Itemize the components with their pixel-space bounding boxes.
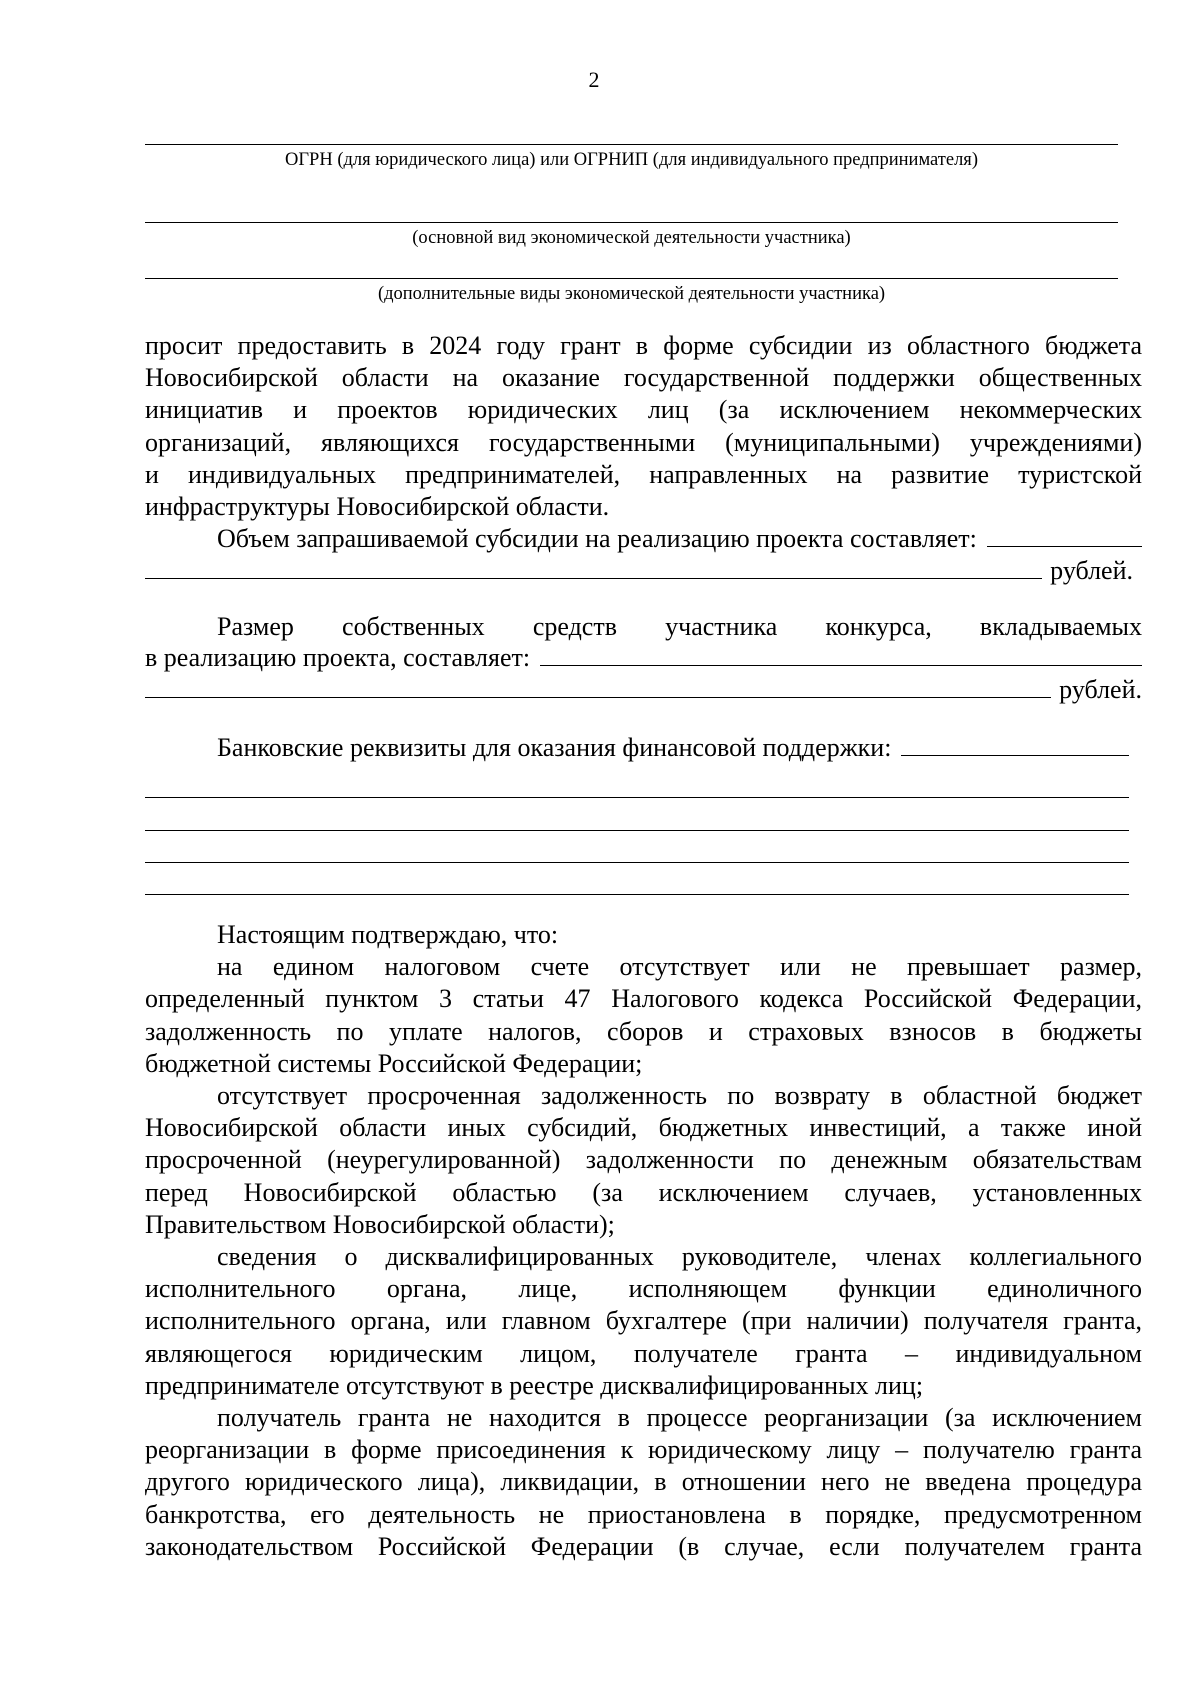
bank-details-line[interactable] [145, 830, 1129, 831]
page-number: 2 [588, 67, 600, 92]
confirmation-line: исполнительного органа, лице, исполняющем функции единоличного [145, 1274, 1142, 1304]
own-funds-paragraph [145, 611, 1142, 643]
confirmation-line: предпринимателе отсутствуют в реестре дисквалифицированных лиц; [145, 1370, 924, 1400]
ogrn-caption: ОГРН (для юридического лица) или ОГРНИП (для индивидуального предпринимателя) [285, 150, 978, 170]
request-line: инициатив и проектов юридических лиц (за исключением некоммерческих [145, 395, 1142, 425]
main-activity-field-line[interactable] [145, 222, 1118, 223]
own-funds-label: в реализацию проекта, составляет: [145, 643, 531, 672]
confirmation-intro: Настоящим подтверждаю, что: [217, 920, 559, 949]
request-line: и индивидуальных предпринимателей, направленных на развитие туристской [145, 459, 1142, 489]
confirmation-line: отсутствует просроченная задолженность по возврату в областной бюджет [217, 1081, 1142, 1111]
ogrn-field-line[interactable] [145, 144, 1118, 145]
confirmation-line: сведения о дисквалифицированных руководителе, членах коллегиального [217, 1242, 1142, 1272]
request-line: организаций, являющихся государственными (муниципальными) учреждениями) [145, 427, 1142, 457]
confirmation-line: перед Новосибирской областью (за исключением случаев, установленных [145, 1177, 1142, 1207]
confirmation-line: определенный пунктом 3 статьи 47 Налогового кодекса Российской Федерации, [145, 984, 1142, 1014]
bank-details-blank[interactable] [901, 755, 1129, 756]
request-line: Новосибирской области на оказание государственной поддержки общественных [145, 363, 1142, 393]
confirmation-line: получатель гранта не находится в процессе реорганизации (за исключением [217, 1403, 1142, 1433]
bank-details-line[interactable] [145, 862, 1129, 863]
additional-activity-caption: (дополнительные виды экономической деятельности участника) [377, 284, 886, 304]
confirmation-line: Новосибирской области иных субсидий, бюджетных инвестиций, а также иной [145, 1113, 1142, 1143]
subsidy-unit: рублей. [1050, 556, 1133, 585]
subsidy-amount-row-2 [145, 556, 1133, 586]
bank-details-line[interactable] [145, 894, 1129, 895]
confirmation-line: на едином налоговом счете отсутствует или не превышает размер, [217, 952, 1142, 982]
own-funds-row-2 [145, 675, 1142, 705]
confirmation-line: задолженность по уплате налогов, сборов и страховых взносов в бюджеты [145, 1016, 1142, 1046]
main-activity-caption: (основной вид экономической деятельности участника) [412, 228, 851, 248]
confirmation-line: исполнительного органа, или главном бухгалтере (при наличии) получателя гранта, [145, 1306, 1142, 1336]
own-funds-blank[interactable] [540, 665, 1142, 666]
bank-details-label: Банковские реквизиты для оказания финансовой поддержки: [217, 733, 892, 762]
request-line: просит предоставить в 2024 году грант в форме субсидии из областного бюджета [145, 331, 1142, 360]
subsidy-amount-label: Объем запрашиваемой субсидии на реализацию проекта составляет: [217, 524, 977, 553]
own-funds-row [145, 643, 1142, 673]
subsidy-amount-row [217, 524, 1142, 554]
confirmation-line: законодательством Российской Федерации (в случае, если получателем гранта [145, 1531, 1142, 1561]
confirmation-section [145, 919, 1142, 1563]
confirmation-line: другого юридического лица), ликвидации, в отношении него не введена процедура [145, 1467, 1142, 1497]
confirmation-line: Правительством Новосибирской области); [145, 1209, 615, 1239]
own-funds-line: Размер собственных средств участника конкурса, вкладываемых [217, 612, 1142, 641]
request-line: инфраструктуры Новосибирской области. [145, 492, 610, 522]
own-funds-unit: рублей. [1059, 675, 1142, 704]
additional-activity-field-line[interactable] [145, 278, 1118, 279]
subsidy-amount-blank[interactable] [987, 546, 1142, 547]
confirmation-line: просроченной (неурегулированной) задолженности по денежным обязательствам [145, 1145, 1142, 1175]
own-funds-blank-2[interactable] [145, 697, 1051, 698]
confirmation-line: реорганизации в форме присоединения к юридическому лицу – получателю гранта [145, 1435, 1142, 1465]
request-paragraph [145, 330, 1142, 523]
confirmation-line: бюджетной системы Российской Федерации; [145, 1048, 643, 1078]
bank-details-line[interactable] [145, 797, 1129, 798]
bank-details-row [217, 733, 1129, 763]
confirmation-line: банкротства, его деятельность не приостановлена в порядке, предусмотренном [145, 1499, 1142, 1529]
confirmation-line: являющегося юридическим лицом, получателе гранта – индивидуальном [145, 1338, 1142, 1368]
subsidy-amount-blank-2[interactable] [145, 578, 1042, 579]
